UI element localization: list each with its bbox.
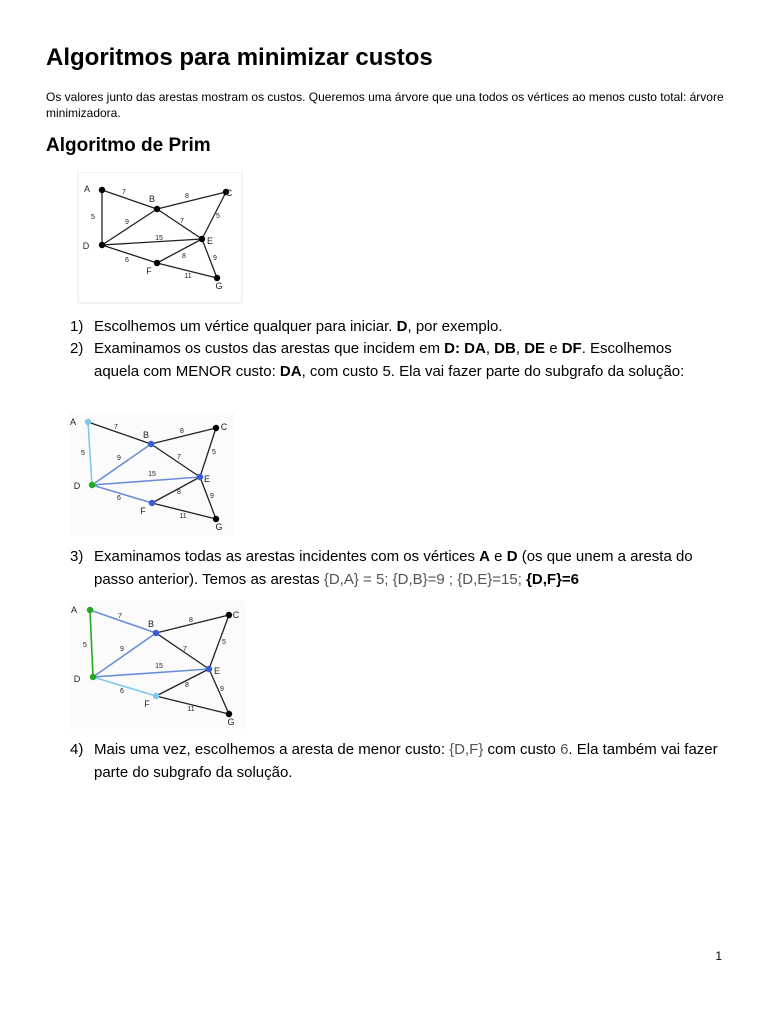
graph-diagram-3 (69, 601, 245, 729)
edge-label-eg: 9 (220, 686, 224, 693)
step-3: 3) Examinamos todas as arestas incidentes com os vértices A e D (os que unem a aresta do passo anterior). Temos as arestas {D,A} = 5; {D,B}=9 ; {D,E}=15; {D,F}=6 (70, 545, 720, 591)
vertex-label-a: A (83, 184, 91, 194)
vertex-label-c: C (232, 610, 240, 620)
edge-label-db: 9 (125, 219, 129, 226)
edge-label-be: 7 (183, 646, 187, 653)
edge-label-ab: 7 (118, 613, 122, 620)
vertex-b (153, 630, 159, 636)
edge-label-ce: 5 (212, 449, 216, 456)
edge-label-db: 9 (120, 646, 124, 653)
edge-label-bc: 8 (185, 193, 189, 200)
vertex-e (197, 474, 203, 480)
vertex-label-d: D (73, 674, 81, 684)
edge-label-ab: 7 (114, 424, 118, 431)
edge-label-fg: 11 (179, 513, 187, 520)
vertex-label-c: C (220, 422, 228, 432)
step-number: 3) (70, 548, 84, 565)
vertex-label-b: B (142, 430, 150, 440)
graph-diagram-1 (77, 172, 243, 304)
section-heading: Algoritmo de Prim (46, 135, 211, 156)
edge-label-fg: 11 (184, 273, 192, 280)
vertex-label-g: G (215, 281, 223, 291)
edge-label-ce: 5 (222, 639, 226, 646)
graph-diagram-2 (69, 412, 235, 536)
vertex-f (149, 500, 155, 506)
page-title: Algoritmos para minimizar custos (46, 44, 433, 71)
vertex-label-f: F (144, 699, 150, 709)
edge-label-de: 15 (148, 471, 156, 478)
page-number: 1 (715, 949, 722, 963)
step-2: 2) Examinamos os custos das arestas que incidem em D: DA, DB, DE e DF. Escolhemos aquela com MENOR custo: DA, com custo 5. Ela vai fazer parte do subgrafo da solução: (70, 337, 720, 383)
vertex-label-a: A (70, 605, 78, 615)
vertex-label-a: A (69, 417, 77, 427)
vertex-c (226, 612, 232, 618)
intro-paragraph: Os valores junto das arestas mostram os custos. Queremos uma árvore que una todos os vértices ao menos custo total: árvore minimizadora. (46, 90, 724, 120)
vertex-label-g: G (227, 717, 235, 727)
step-number: 1) (70, 318, 84, 335)
edge-label-eg: 9 (210, 493, 214, 500)
graph-figure-3 (69, 601, 245, 729)
vertex-e (206, 666, 212, 672)
vertex-a (99, 187, 105, 193)
edge-label-fe: 8 (177, 489, 181, 496)
vertex-d (90, 674, 96, 680)
step-4: 4) Mais uma vez, escolhemos a aresta de menor custo: {D,F} com custo 6. Ela também vai fazer parte do subgrafo da solução. (70, 738, 720, 784)
vertex-a (87, 607, 93, 613)
edge-label-db: 9 (117, 455, 121, 462)
graph-figure-2 (69, 412, 235, 536)
vertex-label-f: F (140, 506, 146, 516)
edge-label-de: 15 (155, 663, 163, 670)
graph-figure-1 (77, 172, 243, 304)
edge-label-eg: 9 (213, 255, 217, 262)
edge-label-be: 7 (180, 218, 184, 225)
step-number: 2) (70, 340, 84, 357)
edge-label-df: 6 (120, 688, 124, 695)
vertex-label-b: B (147, 619, 155, 629)
edge-label-ab: 7 (122, 189, 126, 196)
edge-label-bc: 8 (180, 428, 184, 435)
edge-label-fe: 8 (185, 682, 189, 689)
vertex-label-e: E (203, 474, 211, 484)
vertex-d (99, 242, 105, 248)
edge-label-bc: 8 (189, 617, 193, 624)
vertex-label-f: F (146, 266, 152, 276)
vertex-label-d: D (82, 241, 90, 251)
edge-label-ce: 5 (216, 213, 220, 220)
vertex-label-g: G (215, 522, 223, 532)
vertex-label-d: D (73, 481, 81, 491)
vertex-label-c: C (225, 188, 233, 198)
vertex-b (154, 206, 160, 212)
vertex-e (199, 236, 205, 242)
vertex-label-e: E (213, 666, 221, 676)
step-number: 4) (70, 741, 84, 758)
edge-label-fg: 11 (187, 706, 195, 713)
edge-label-ad: 5 (83, 642, 87, 649)
vertex-f (154, 260, 160, 266)
vertex-b (148, 441, 154, 447)
vertex-d (89, 482, 95, 488)
edge-label-ad: 5 (91, 214, 95, 221)
vertex-a (85, 419, 91, 425)
edge-label-de: 15 (155, 235, 163, 242)
edge-label-df: 6 (117, 495, 121, 502)
edge-label-be: 7 (177, 454, 181, 461)
edge-label-ad: 5 (81, 450, 85, 457)
edge-label-df: 6 (125, 257, 129, 264)
step-1: 1) Escolhemos um vértice qualquer para iniciar. D, por exemplo. (70, 315, 720, 338)
vertex-label-e: E (206, 236, 214, 246)
vertex-label-b: B (148, 194, 156, 204)
edge-label-fe: 8 (182, 253, 186, 260)
vertex-f (153, 693, 159, 699)
vertex-c (213, 425, 219, 431)
